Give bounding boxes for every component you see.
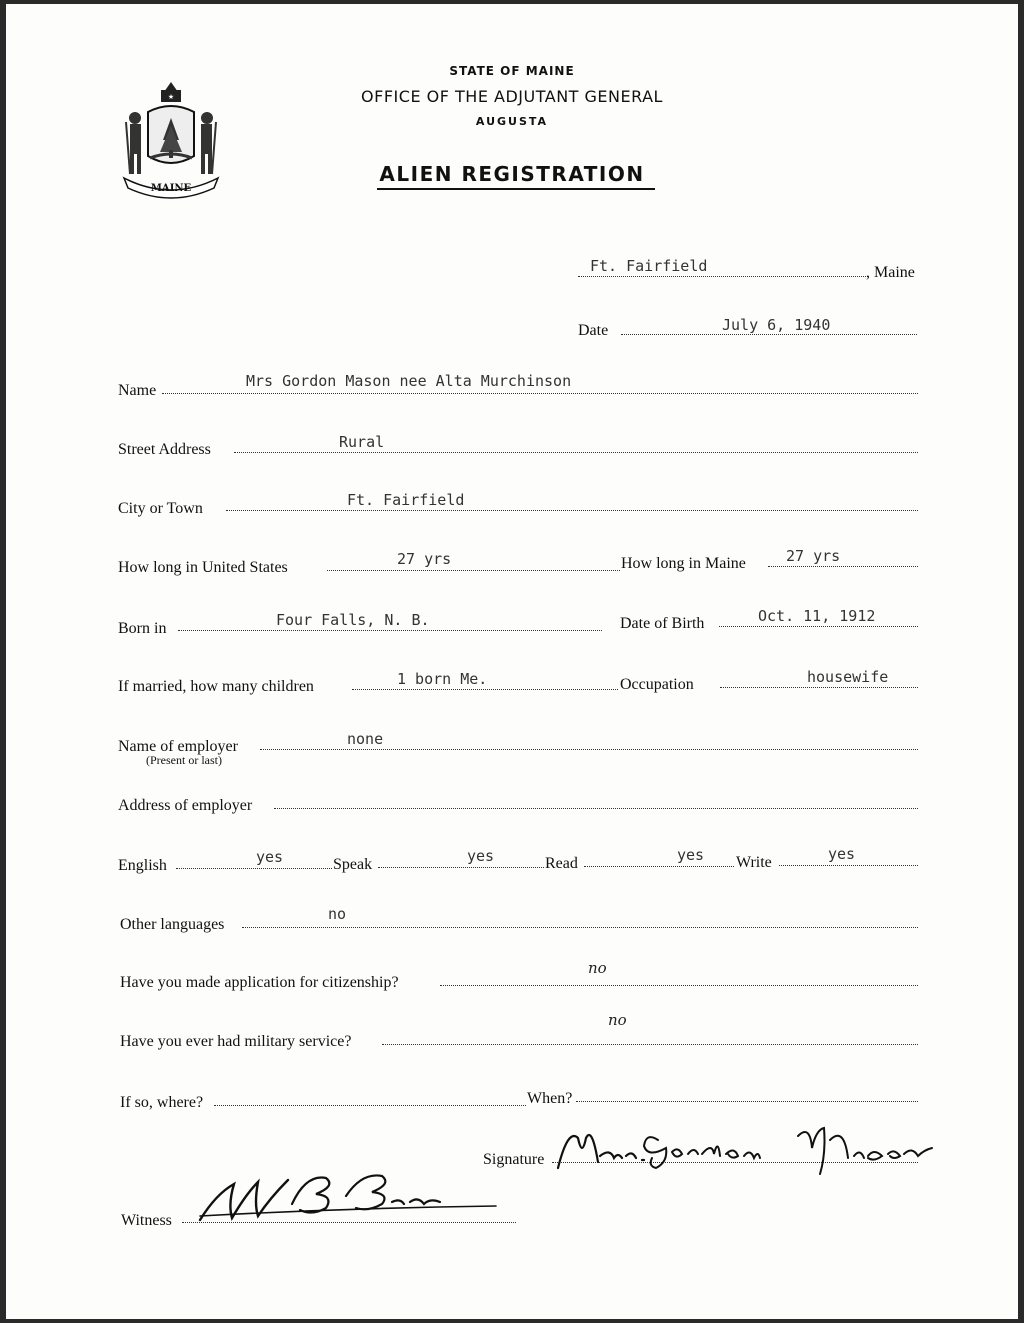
header-office: OFFICE OF THE ADJUTANT GENERAL (361, 87, 663, 106)
signature-image (548, 1118, 938, 1188)
employer-address-line (274, 808, 918, 809)
write-value: yes (828, 845, 856, 863)
speak-label: Speak (333, 856, 373, 873)
place-line (578, 276, 868, 277)
born-line (178, 630, 602, 631)
children-label: If married, how many children (118, 678, 314, 695)
header-city: AUGUSTA (475, 115, 549, 128)
english-label: English (118, 857, 167, 874)
employer-line (260, 749, 918, 750)
street-value: Rural (339, 433, 385, 451)
dob-value: Oct. 11, 1912 (758, 607, 876, 625)
military-label: Have you ever had military service? (120, 1033, 352, 1050)
citizenship-line (440, 985, 918, 986)
occupation-value: housewife (807, 668, 889, 686)
name-label: Name (118, 382, 157, 399)
date-value: July 6, 1940 (722, 316, 831, 334)
military-value: no (608, 1011, 627, 1029)
form-title: ALIEN REGISTRATION (379, 162, 645, 186)
signature-label: Signature (483, 1151, 545, 1168)
name-line (162, 393, 918, 394)
place-value: Ft. Fairfield (590, 257, 708, 275)
witness-label: Witness (121, 1212, 172, 1229)
where-label: If so, where? (120, 1094, 204, 1111)
write-line (779, 865, 918, 866)
military-line (382, 1044, 918, 1045)
svg-text:★: ★ (167, 93, 175, 101)
date-line (621, 334, 917, 335)
other-languages-line (242, 927, 918, 928)
city-label: City or Town (118, 500, 203, 517)
dob-label: Date of Birth (620, 615, 705, 632)
dob-line (719, 626, 918, 627)
occupation-line (720, 687, 918, 688)
name-value: Mrs Gordon Mason nee Alta Murchinson (246, 372, 572, 390)
city-value: Ft. Fairfield (347, 491, 465, 509)
citizenship-value: no (588, 959, 607, 977)
other-languages-label: Other languages (120, 916, 225, 933)
born-label: Born in (118, 620, 167, 637)
occupation-label: Occupation (620, 676, 694, 693)
read-label: Read (545, 855, 578, 872)
children-value: 1 born Me. (397, 670, 488, 688)
city-line (226, 510, 918, 511)
when-line (576, 1101, 918, 1102)
speak-value: yes (467, 847, 495, 865)
us-duration-label: How long in United States (118, 559, 288, 576)
english-value: yes (256, 848, 284, 866)
read-value: yes (677, 846, 705, 864)
maine-duration-line (768, 566, 918, 567)
write-label: Write (736, 854, 772, 871)
english-line (176, 868, 332, 869)
children-line (352, 689, 618, 690)
employer-note: (Present or last) (146, 753, 222, 767)
seal-label: MAINE (150, 183, 192, 194)
maine-duration-value: 27 yrs (786, 547, 841, 565)
employer-address-label: Address of employer (118, 797, 253, 814)
us-duration-value: 27 yrs (397, 550, 452, 568)
read-line (584, 866, 734, 867)
title-underline (377, 188, 655, 190)
employer-label: Name of employer (118, 738, 238, 755)
place-suffix: , Maine (866, 264, 915, 281)
date-label: Date (578, 322, 609, 339)
speak-line (378, 867, 544, 868)
born-value: Four Falls, N. B. (276, 611, 430, 629)
when-label: When? (527, 1090, 573, 1107)
maine-duration-label: How long in Maine (621, 555, 746, 572)
where-line (214, 1105, 526, 1106)
street-line (234, 452, 918, 453)
citizenship-label: Have you made application for citizenship? (120, 974, 399, 991)
other-languages-value: no (328, 905, 347, 923)
witness-signature-image (196, 1164, 506, 1228)
employer-value: none (347, 730, 384, 748)
us-duration-line (327, 570, 620, 571)
header-state: STATE OF MAINE (449, 64, 575, 78)
street-label: Street Address (118, 441, 211, 458)
